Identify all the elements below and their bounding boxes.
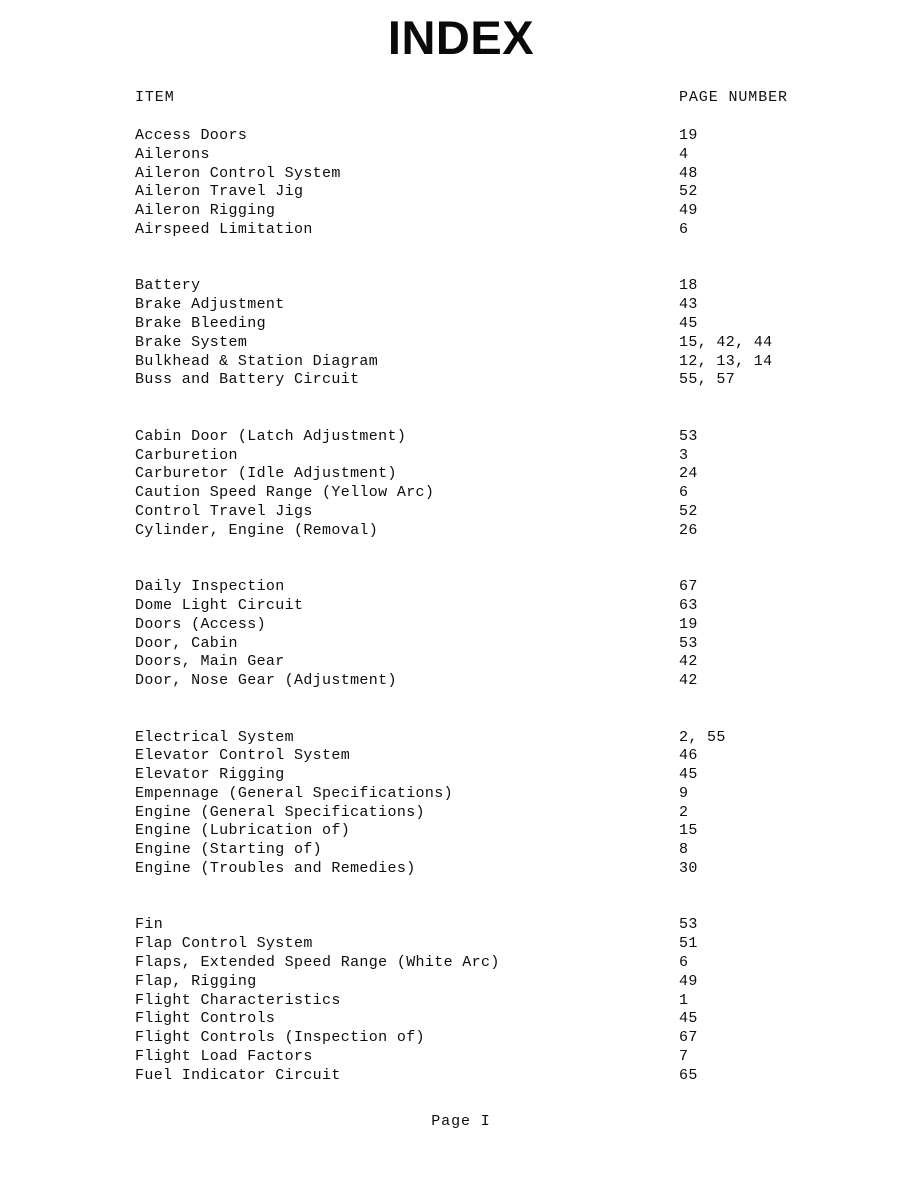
index-entry-page-number: 52 xyxy=(679,502,698,520)
index-entry xyxy=(0,729,922,748)
index-entry-page-number: 51 xyxy=(679,935,698,953)
index-entry xyxy=(0,522,922,541)
index-entry-label: Brake Bleeding xyxy=(135,314,266,332)
index-entry xyxy=(0,221,922,240)
index-entry-page-number: 42 xyxy=(679,653,698,671)
index-entry-page-number: 49 xyxy=(679,972,698,990)
index-entry-label: Aileron Travel Jig xyxy=(135,183,304,201)
index-entry-label: Flight Load Factors xyxy=(135,1048,313,1066)
index-entry xyxy=(0,484,922,503)
index-section-a xyxy=(0,127,922,240)
index-entry-page-number: 53 xyxy=(679,427,698,445)
index-entry xyxy=(0,766,922,785)
index-entry-page-number: 2, 55 xyxy=(679,728,726,746)
index-entry-label: Carburetion xyxy=(135,446,238,464)
index-entry-label: Doors, Main Gear xyxy=(135,653,285,671)
index-entry-page-number: 4 xyxy=(679,145,689,163)
index-entry xyxy=(0,146,922,165)
index-entry xyxy=(0,277,922,296)
index-entry-label: Door, Nose Gear (Adjustment) xyxy=(135,672,397,690)
index-entry xyxy=(0,992,922,1011)
index-entry xyxy=(0,841,922,860)
index-entry xyxy=(0,202,922,221)
index-entry xyxy=(0,334,922,353)
index-entry xyxy=(0,804,922,823)
index-entry-label: Bulkhead & Station Diagram xyxy=(135,352,379,370)
index-entry-label: Engine (Starting of) xyxy=(135,841,323,859)
index-entry-label: Flaps, Extended Speed Range (White Arc) xyxy=(135,954,500,972)
index-entry-label: Aileron Control System xyxy=(135,164,341,182)
index-entry xyxy=(0,447,922,466)
index-entry-label: Carburetor (Idle Adjustment) xyxy=(135,465,397,483)
index-entry xyxy=(0,428,922,447)
index-entry-label: Dome Light Circuit xyxy=(135,596,304,614)
index-entry xyxy=(0,1010,922,1029)
index-entry xyxy=(0,1029,922,1048)
index-entry-label: Access Doors xyxy=(135,127,248,144)
index-entry-label: Aileron Rigging xyxy=(135,202,276,220)
index-entry-page-number: 19 xyxy=(679,127,698,144)
index-entry xyxy=(0,296,922,315)
index-entry-page-number: 53 xyxy=(679,916,698,934)
index-entry-page-number: 55, 57 xyxy=(679,371,736,389)
index-entry xyxy=(0,616,922,635)
index-entry xyxy=(0,597,922,616)
index-entry-label: Elevator Control System xyxy=(135,747,351,765)
index-entry xyxy=(0,578,922,597)
index-entry-list xyxy=(0,127,922,1086)
index-entry xyxy=(0,747,922,766)
index-entry xyxy=(0,503,922,522)
index-entry-label: Control Travel Jigs xyxy=(135,502,313,520)
index-entry xyxy=(0,935,922,954)
index-entry-page-number: 15, 42, 44 xyxy=(679,333,773,351)
index-entry-label: Flight Controls xyxy=(135,1010,276,1028)
index-entry-page-number: 46 xyxy=(679,747,698,765)
index-entry-label: Engine (Troubles and Remedies) xyxy=(135,860,416,878)
index-entry-page-number: 19 xyxy=(679,615,698,633)
index-entry-page-number: 7 xyxy=(679,1048,689,1066)
index-entry-label: Electrical System xyxy=(135,728,294,746)
index-section-d xyxy=(0,578,922,691)
index-entry xyxy=(0,860,922,879)
column-header-item: ITEM xyxy=(135,89,175,106)
index-entry xyxy=(0,954,922,973)
index-entry-page-number: 15 xyxy=(679,822,698,840)
index-entry-label: Flap Control System xyxy=(135,935,313,953)
index-entry-page-number: 65 xyxy=(679,1066,698,1084)
index-entry-label: Empennage (General Specifications) xyxy=(135,784,453,802)
index-entry-label: Caution Speed Range (Yellow Arc) xyxy=(135,484,435,502)
index-section-b xyxy=(0,277,922,390)
page-title: INDEX xyxy=(387,11,535,64)
index-entry-label: Elevator Rigging xyxy=(135,766,285,784)
index-entry-label: Doors (Access) xyxy=(135,615,266,633)
index-entry-page-number: 2 xyxy=(679,803,689,821)
index-entry-label: Engine (Lubrication of) xyxy=(135,822,351,840)
index-entry-page-number: 12, 13, 14 xyxy=(679,352,773,370)
index-entry xyxy=(0,635,922,654)
index-entry-page-number: 6 xyxy=(679,220,689,238)
index-entry-label: Engine (General Specifications) xyxy=(135,803,425,821)
index-section-e xyxy=(0,729,922,879)
index-entry-label: Battery xyxy=(135,277,201,295)
index-entry-label: Flight Controls (Inspection of) xyxy=(135,1029,425,1047)
index-entry xyxy=(0,653,922,672)
index-entry xyxy=(0,916,922,935)
index-entry-page-number: 42 xyxy=(679,672,698,690)
index-entry xyxy=(0,1048,922,1067)
index-entry xyxy=(0,165,922,184)
index-entry-label: Buss and Battery Circuit xyxy=(135,371,360,389)
column-header-row xyxy=(0,89,922,109)
index-entry xyxy=(0,785,922,804)
index-entry-page-number: 67 xyxy=(679,578,698,596)
index-entry xyxy=(0,465,922,484)
index-entry-page-number: 30 xyxy=(679,860,698,878)
index-entry-label: Cabin Door (Latch Adjustment) xyxy=(135,427,407,445)
index-entry-label: Fin xyxy=(135,916,164,934)
index-section-f xyxy=(0,916,922,1085)
index-entry-label: Brake Adjustment xyxy=(135,296,285,314)
index-entry-label: Brake System xyxy=(135,333,248,351)
index-entry-label: Ailerons xyxy=(135,145,210,163)
index-entry-page-number: 24 xyxy=(679,465,698,483)
index-entry xyxy=(0,315,922,334)
index-entry xyxy=(0,371,922,390)
index-entry-page-number: 48 xyxy=(679,164,698,182)
index-entry xyxy=(0,183,922,202)
column-header-page-number: PAGE NUMBER xyxy=(679,89,788,106)
index-entry-page-number: 3 xyxy=(679,446,689,464)
index-entry-label: Cylinder, Engine (Removal) xyxy=(135,521,379,539)
index-entry-label: Flap, Rigging xyxy=(135,972,257,990)
index-entry xyxy=(0,973,922,992)
index-entry-label: Fuel Indicator Circuit xyxy=(135,1066,341,1084)
index-entry xyxy=(0,822,922,841)
index-section-c xyxy=(0,428,922,541)
index-entry-page-number: 52 xyxy=(679,183,698,201)
index-entry-page-number: 63 xyxy=(679,596,698,614)
index-entry xyxy=(0,353,922,372)
page-footer: Page I xyxy=(431,1113,491,1130)
index-entry-label: Airspeed Limitation xyxy=(135,220,313,238)
index-entry xyxy=(0,1067,922,1086)
index-entry-page-number: 6 xyxy=(679,484,689,502)
index-entry-page-number: 45 xyxy=(679,766,698,784)
index-entry-page-number: 45 xyxy=(679,314,698,332)
index-entry-page-number: 9 xyxy=(679,784,689,802)
index-entry-label: Door, Cabin xyxy=(135,634,238,652)
index-entry-page-number: 8 xyxy=(679,841,689,859)
index-entry xyxy=(0,672,922,691)
index-entry-page-number: 18 xyxy=(679,277,698,295)
index-entry-page-number: 49 xyxy=(679,202,698,220)
index-entry-label: Flight Characteristics xyxy=(135,991,341,1009)
index-entry-label: Daily Inspection xyxy=(135,578,285,596)
index-entry xyxy=(0,127,922,146)
index-entry-page-number: 1 xyxy=(679,991,689,1009)
index-entry-page-number: 53 xyxy=(679,634,698,652)
index-entry-page-number: 26 xyxy=(679,521,698,539)
index-entry-page-number: 43 xyxy=(679,296,698,314)
index-entry-page-number: 45 xyxy=(679,1010,698,1028)
index-entry-page-number: 67 xyxy=(679,1029,698,1047)
index-entry-page-number: 6 xyxy=(679,954,689,972)
